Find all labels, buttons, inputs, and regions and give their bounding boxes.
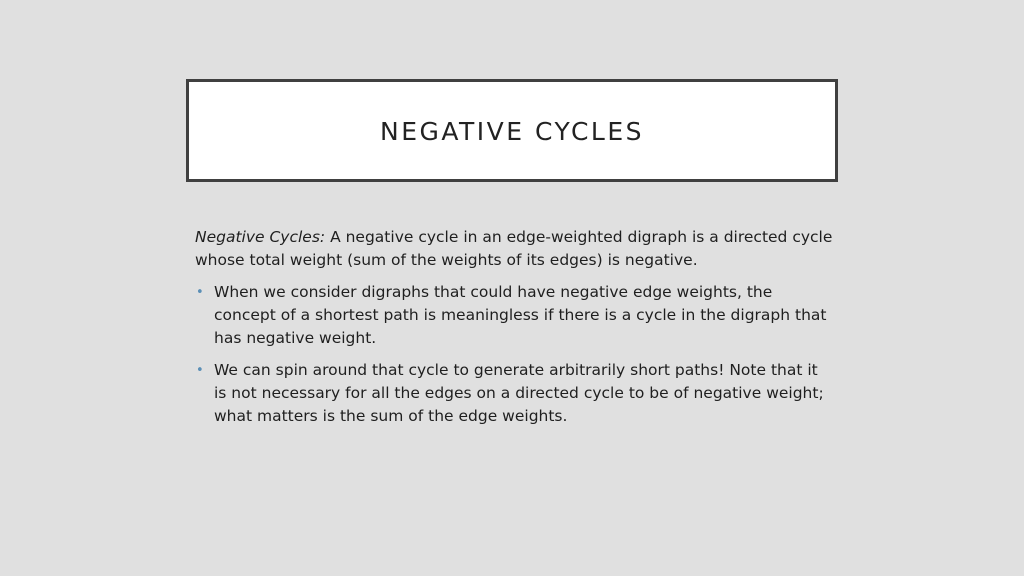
definition-paragraph xyxy=(195,226,835,272)
bullet-text: We can spin around that cycle to generate arbitrarily short paths! Note that it is not necessary for all the edges on a directed cycle to be of negative weight; what matters is the sum of the edge weights. xyxy=(214,361,824,425)
slide-body xyxy=(195,226,835,437)
bullet-text: When we consider digraphs that could have negative edge weights, the concept of a shortest path is meaningless if there is a cycle in the digraph that has negative weight. xyxy=(214,283,827,347)
bullet-item xyxy=(195,281,835,350)
definition-text: A negative cycle in an edge-weighted digraph is a directed cycle whose total weight (sum of the weights of its edges) is negative. xyxy=(195,228,833,269)
title-box xyxy=(186,79,838,182)
slide-title: NEGATIVE CYCLES xyxy=(380,117,644,146)
bullet-icon: • xyxy=(196,363,204,378)
definition-term: Negative Cycles: xyxy=(195,228,326,246)
bullet-list xyxy=(195,281,835,428)
bullet-item xyxy=(195,359,835,428)
bullet-icon: • xyxy=(196,285,204,300)
